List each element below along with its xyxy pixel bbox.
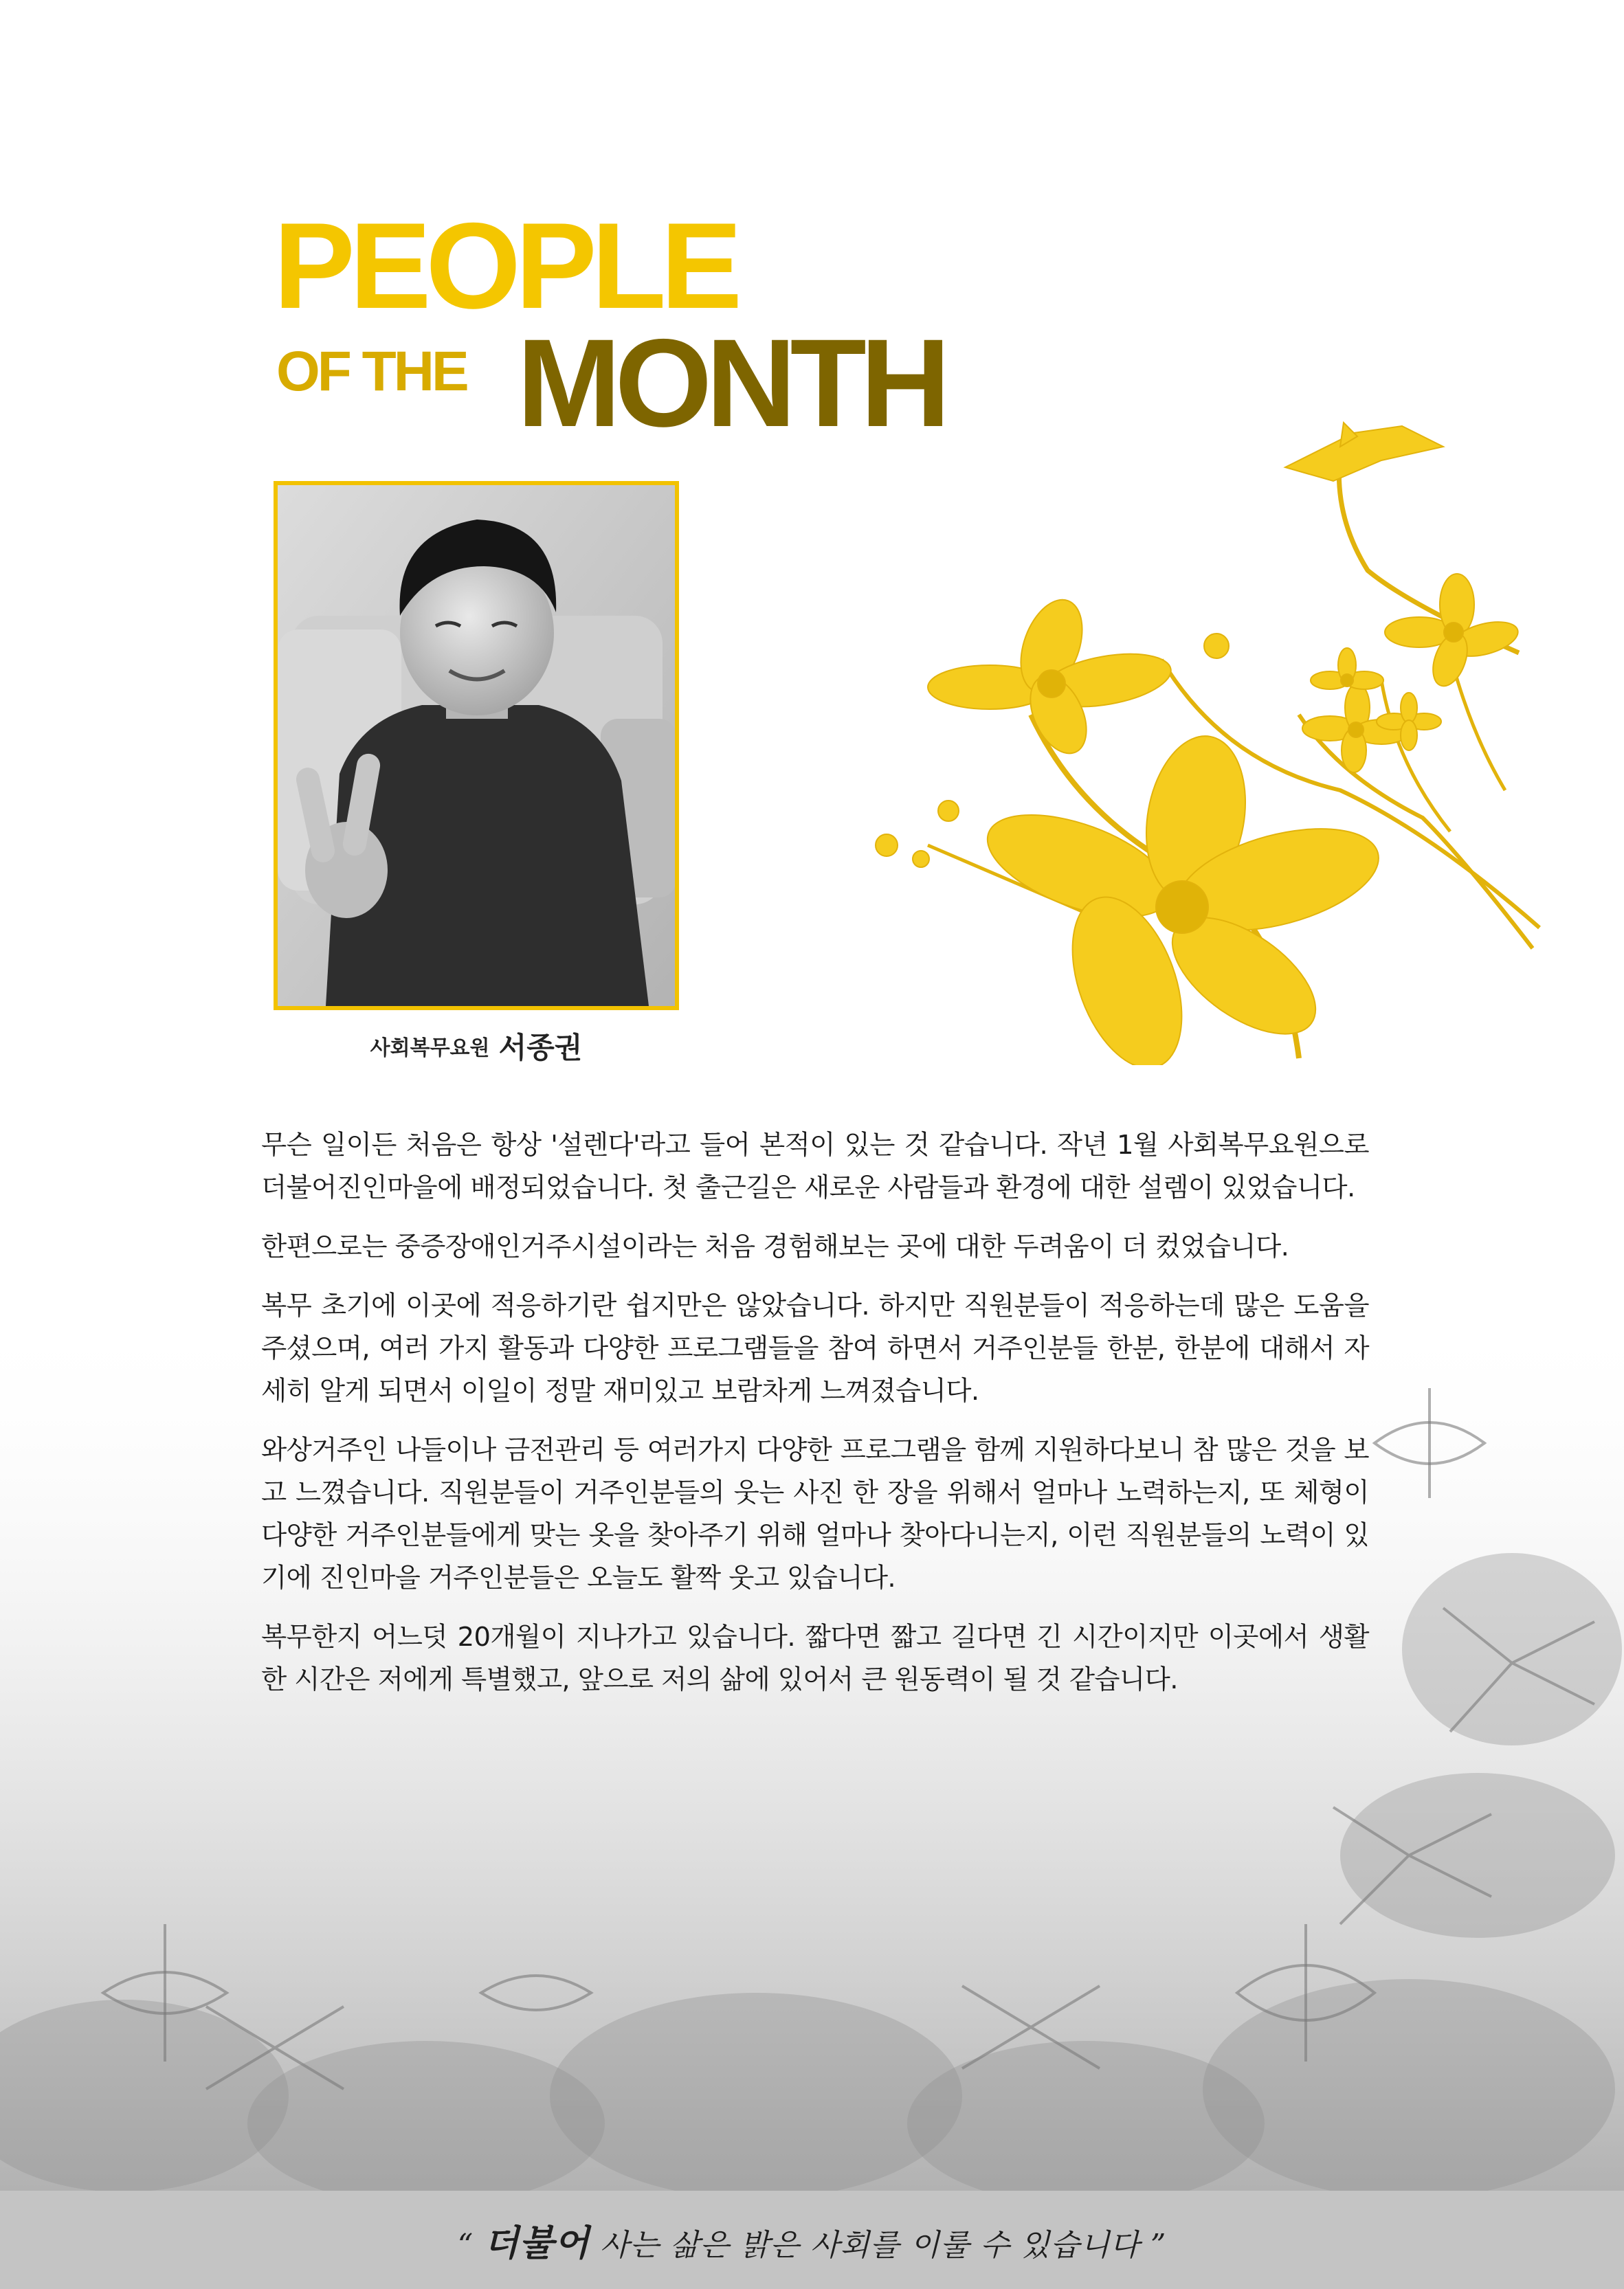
article-body [261, 1124, 1369, 1718]
article-paragraph-1: 무슨 일이든 처음은 항상 '설렌다'라고 들어 본적이 있는 것 같습니다. 작년 1월 사회복무요원으로 더불어진인마을에 배정되었습니다. 첫 출근길은 새로운 사람들과 환경에 대한 설렘이 있었습니다. [261, 1130, 1369, 1203]
quote-rest: 사는 삶은 밝은 사회를 이룰 수 있습니다 [589, 2228, 1150, 2263]
quote-open-mark: “ [457, 2228, 474, 2263]
article-paragraph-4: 와상거주인 나들이나 금전관리 등 여러가지 다양한 프로그램을 함께 지원하다보니 참 많은 것을 보고 느꼈습니다. 직원분들이 거주인분들의 웃는 사진 한 장을 위해서 얼마나 노력하는지, 또 체형이 다양한 거주인분들에게 맞는 옷을 찾아주기 위해 얼마나 찾아다니는지, 이런 직원분들의 노력이 있기에 진인마을 거주인분들은 오늘도 활짝 웃고 있습니다. [261, 1435, 1369, 1594]
article-paragraph-5: 복무한지 어느덧 20개월이 지나가고 있습니다. 짧다면 짧고 길다면 긴 시간이지만 이곳에서 생활한 시간은 저에게 특별했고, 앞으로 저의 삶에 있어서 큰 원동력이 될 것 같습니다. [261, 1622, 1369, 1695]
footer-quote [458, 2214, 1167, 2266]
caption-role: 사회복무요원 [370, 1036, 490, 1060]
title-month: MONTH [517, 313, 945, 453]
title-of-the: OF THE [276, 340, 467, 403]
photo-caption [274, 1025, 679, 1067]
quote-highlight: 더불어 [484, 2222, 590, 2264]
profile-photo [274, 481, 679, 1010]
caption-name: 서종권 [498, 1031, 583, 1064]
article-paragraph-2: 한편으로는 중증장애인거주시설이라는 처음 경험해보는 곳에 대한 두려움이 더 컸었습니다. [261, 1231, 1289, 1262]
title-people: PEOPLE [274, 197, 737, 334]
article-paragraph-3: 복무 초기에 이곳에 적응하기란 쉽지만은 않았습니다. 하지만 직원분들이 적응하는데 많은 도움을 주셨으며, 여러 가지 활동과 다양한 프로그램들을 참여 하면서 거주인분들 한분, 한분에 대해서 자세히 알게 되면서 이일이 정말 재미있고 보람차게 느껴졌습니다. [261, 1291, 1369, 1407]
footer-bar [0, 2191, 1624, 2289]
cosmos-flowers-illustration [859, 405, 1546, 1065]
quote-close-mark: ” [1150, 2228, 1167, 2263]
profile-photo-illustration [278, 485, 675, 1006]
